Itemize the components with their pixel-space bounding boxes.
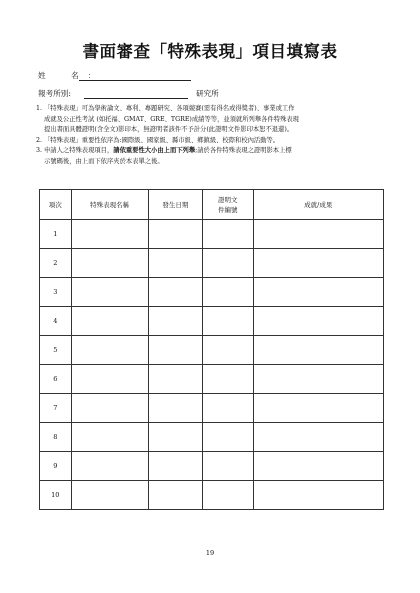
note-1 bbox=[36, 104, 388, 125]
form-title: 書面審查「特殊表現」項目填寫表 bbox=[82, 42, 338, 61]
date-cell[interactable] bbox=[148, 423, 202, 452]
department-label: 報考所別: bbox=[38, 89, 71, 98]
cert-cell[interactable] bbox=[203, 452, 254, 481]
note-number: 3. bbox=[36, 147, 43, 155]
note-number: 1. bbox=[36, 105, 43, 112]
header-result: 成就/成果 bbox=[253, 190, 383, 220]
name-cell[interactable] bbox=[71, 249, 148, 278]
name-cell[interactable] bbox=[71, 365, 148, 394]
row-index: 8 bbox=[40, 423, 72, 452]
cert-cell[interactable] bbox=[203, 220, 254, 249]
date-cell[interactable] bbox=[148, 452, 202, 481]
date-cell[interactable] bbox=[148, 220, 202, 249]
department-field bbox=[38, 88, 219, 99]
note-text-prefix: 申請人之特殊表現項目， bbox=[44, 147, 114, 155]
name-cell[interactable] bbox=[71, 278, 148, 307]
row-index: 7 bbox=[40, 394, 72, 423]
note-3 bbox=[36, 146, 388, 167]
page-number: 19 bbox=[205, 549, 215, 557]
note-text: 成就及公正性考試 (如托福、GMAT、GRE、TGRE)成績等等，並須就所列舉各件特殊表現 bbox=[44, 115, 299, 123]
header-cert-line: 件編號 bbox=[218, 205, 238, 214]
row-index: 9 bbox=[40, 452, 72, 481]
table-row bbox=[40, 278, 384, 307]
achievement-table bbox=[39, 189, 384, 510]
note-text: 提出書面具體證明(含全文)影印本，無證明者該件不予計分(此證明文件影印本恕不退還)。 bbox=[44, 126, 294, 134]
row-index: 6 bbox=[40, 365, 72, 394]
note-text-emphasis: 請依重要性大小由上而下列舉 bbox=[113, 147, 196, 155]
table-row bbox=[40, 452, 384, 481]
name-cell[interactable] bbox=[71, 423, 148, 452]
date-cell[interactable] bbox=[148, 365, 202, 394]
date-cell[interactable] bbox=[148, 307, 202, 336]
result-cell[interactable] bbox=[253, 394, 383, 423]
row-index: 1 bbox=[40, 220, 72, 249]
result-cell[interactable] bbox=[253, 278, 383, 307]
table-row bbox=[40, 220, 384, 249]
note-text bbox=[44, 146, 388, 157]
name-cell[interactable] bbox=[71, 220, 148, 249]
date-cell[interactable] bbox=[148, 249, 202, 278]
date-cell[interactable] bbox=[148, 278, 202, 307]
cert-cell[interactable] bbox=[203, 365, 254, 394]
table-row bbox=[40, 394, 384, 423]
cert-cell[interactable] bbox=[203, 249, 254, 278]
date-cell[interactable] bbox=[148, 481, 202, 510]
table-row bbox=[40, 336, 384, 365]
department-suffix: 研究所 bbox=[196, 89, 219, 98]
header-cert-line: 證明文 bbox=[218, 195, 238, 204]
name-cell[interactable] bbox=[71, 452, 148, 481]
table-row bbox=[40, 249, 384, 278]
result-cell[interactable] bbox=[253, 336, 383, 365]
note-2 bbox=[36, 136, 388, 147]
table-header-row bbox=[40, 190, 384, 220]
cert-cell[interactable] bbox=[203, 307, 254, 336]
name-cell[interactable] bbox=[71, 481, 148, 510]
header-achievement-name: 特殊表現名稱 bbox=[71, 190, 148, 220]
note-text-suffix: ;請於各件特殊表現之證明影本上標 bbox=[195, 147, 292, 155]
header-index: 項次 bbox=[40, 190, 72, 220]
result-cell[interactable] bbox=[253, 423, 383, 452]
note-1-continued bbox=[36, 125, 388, 136]
cert-cell[interactable] bbox=[203, 481, 254, 510]
result-cell[interactable] bbox=[253, 220, 383, 249]
name-cell[interactable] bbox=[71, 394, 148, 423]
department-underline bbox=[84, 98, 188, 99]
name-cell[interactable] bbox=[71, 307, 148, 336]
result-cell[interactable] bbox=[253, 307, 383, 336]
name-underline bbox=[79, 80, 191, 81]
note-text: 示號碼後，由上而下依序夾於本表單之後。 bbox=[44, 157, 164, 165]
table-row bbox=[40, 365, 384, 394]
name-cell[interactable] bbox=[71, 336, 148, 365]
name-label: 姓 名： bbox=[38, 71, 105, 80]
name-field bbox=[38, 70, 105, 81]
cert-cell[interactable] bbox=[203, 278, 254, 307]
row-index: 3 bbox=[40, 278, 72, 307]
cert-cell[interactable] bbox=[203, 423, 254, 452]
note-text: 「特殊表現」重要性依序為:國際級、國家級、縣市級、鄉鎮級、校際和校內活動等。 bbox=[44, 136, 280, 144]
row-index: 5 bbox=[40, 336, 72, 365]
result-cell[interactable] bbox=[253, 452, 383, 481]
table-row bbox=[40, 423, 384, 452]
date-cell[interactable] bbox=[148, 336, 202, 365]
result-cell[interactable] bbox=[253, 365, 383, 394]
note-text: 「特殊表現」可為學術論文、專利、專題研究、各項競賽(需有得名或得獎者)、事業或工作 bbox=[44, 105, 295, 112]
cert-cell[interactable] bbox=[203, 336, 254, 365]
table-row bbox=[40, 481, 384, 510]
instructions bbox=[36, 104, 388, 168]
date-cell[interactable] bbox=[148, 394, 202, 423]
result-cell[interactable] bbox=[253, 481, 383, 510]
header-cert-number bbox=[203, 190, 254, 220]
cert-cell[interactable] bbox=[203, 394, 254, 423]
table-body bbox=[40, 220, 384, 510]
row-index: 2 bbox=[40, 249, 72, 278]
row-index: 4 bbox=[40, 307, 72, 336]
table-row bbox=[40, 307, 384, 336]
row-index: 10 bbox=[40, 481, 72, 510]
note-number: 2. bbox=[36, 136, 43, 144]
result-cell[interactable] bbox=[253, 249, 383, 278]
header-date: 發生日期 bbox=[148, 190, 202, 220]
